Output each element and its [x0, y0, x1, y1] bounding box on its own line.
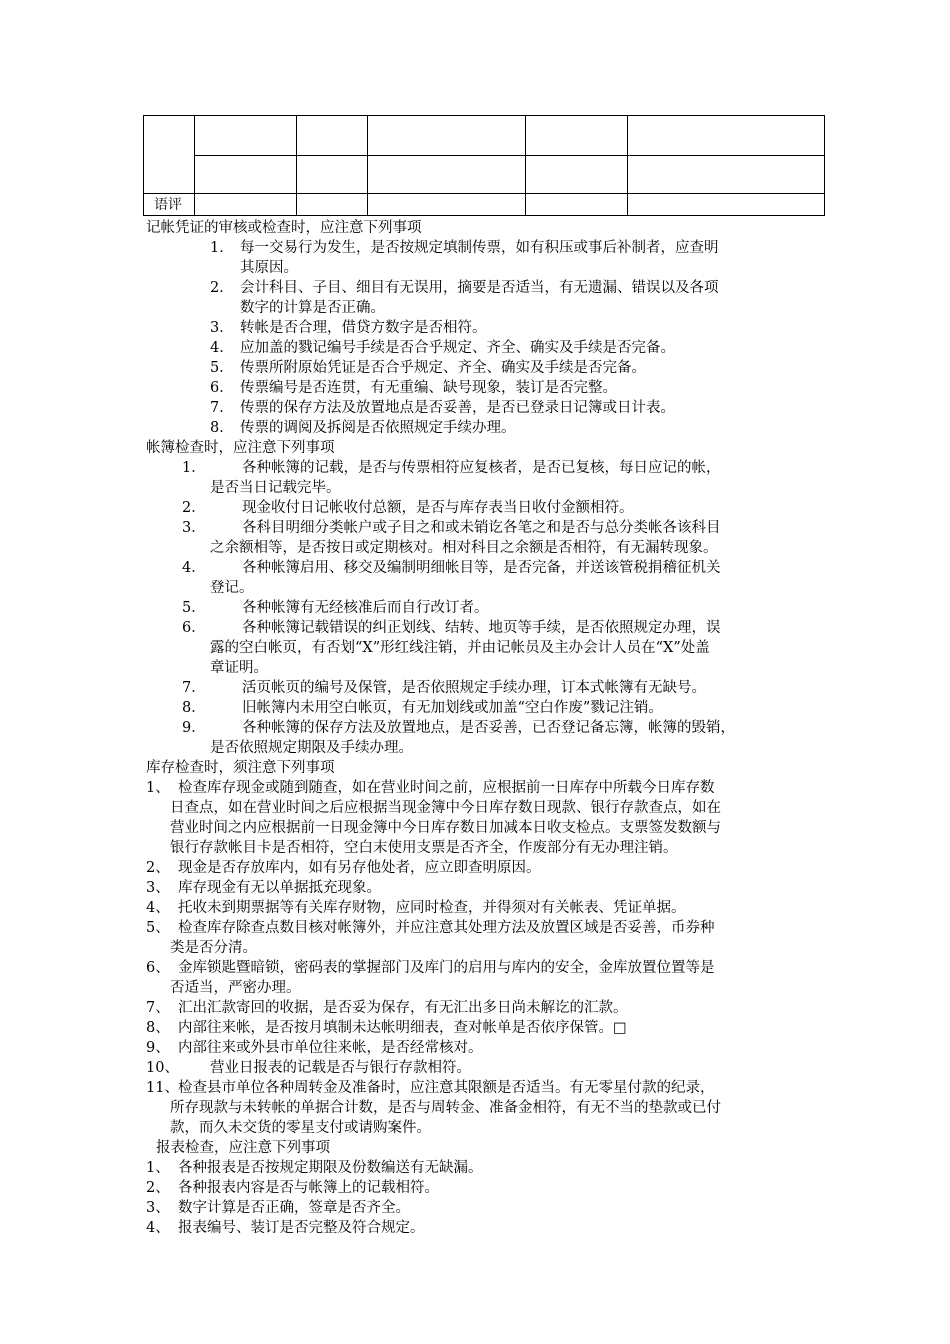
item-text: 活页帐页的编号及保管，是否依照规定手续办理，订本式帐簿有无缺号。 — [242, 680, 706, 696]
table-cell — [368, 116, 526, 156]
item-text: 数字的计算是否正确。 — [240, 300, 385, 316]
item-text: 营业时间之内应根据前一日现金簿中今日库存数日加减本日收支检点。支票签发数额与 — [170, 820, 721, 836]
item-text: 是否当日记载完毕。 — [210, 480, 341, 496]
table-cell — [195, 116, 297, 156]
item-text: 检查库存现金或随到随查，如在营业时间之前，应根据前一日库存中所载今日库存数 — [178, 780, 715, 796]
section-heading-report: 报表检查，应注意下列事项 — [156, 1140, 330, 1156]
item-text: 传票的调阅及拆阅是否依照规定手续办理。 — [240, 420, 516, 436]
item-text: 类是否分清。 — [170, 940, 257, 956]
item-number: 4、 — [146, 1220, 170, 1236]
item-number: 3． — [182, 520, 206, 536]
item-text: 传票所附原始凭证是否合乎规定、齐全、确实及手续是否完备。 — [240, 360, 646, 376]
item-text: 各种帐簿的记载，是否与传票相符应复核者，是否已复核，每日应记的帐， — [242, 460, 721, 476]
item-number: 7． — [182, 680, 206, 696]
item-number: 2、 — [146, 860, 170, 876]
item-text: 日查点，如在营业时间之后应根据当现金簿中今日库存数日现款、银行存款查点，如在 — [170, 800, 721, 816]
item-text: 各种帐簿的保存方法及放置地点，是否妥善，已否登记备忘簿，帐簿的毁销， — [242, 720, 735, 736]
item-number: 2． — [210, 280, 234, 296]
table-cell — [144, 116, 195, 194]
item-number: 11、 — [146, 1080, 179, 1096]
item-number: 1、 — [146, 780, 170, 796]
item-number: 1、 — [146, 1160, 170, 1176]
item-number: 3、 — [146, 1200, 170, 1216]
item-number: 6． — [210, 380, 234, 396]
item-number: 5、 — [146, 920, 170, 936]
table-cell — [628, 116, 825, 156]
item-text: 是否依照规定期限及手续办理。 — [210, 740, 413, 756]
comment-label: 语评 — [144, 194, 195, 216]
item-number: 5． — [182, 600, 206, 616]
table-cell — [628, 194, 825, 216]
table-cell — [628, 156, 825, 194]
table-cell — [526, 194, 628, 216]
table-cell — [297, 156, 368, 194]
item-text: 旧帐簿内未用空白帐页，有无加划线或加盖“空白作废”戮记注销。 — [242, 700, 663, 716]
item-number: 10、 — [146, 1060, 179, 1076]
item-text: 否适当，严密办理。 — [170, 980, 301, 996]
item-text: 所存现款与未转帐的单据合计数，是否与周转金、准备金相符，有无不当的垫款或已付 — [170, 1100, 721, 1116]
item-number: 1． — [210, 240, 234, 256]
item-number: 4、 — [146, 900, 170, 916]
item-text: 各种报表内容是否与帐簿上的记载相符。 — [178, 1180, 439, 1196]
item-text: 报表编号、装订是否完整及符合规定。 — [178, 1220, 425, 1236]
item-text: 银行存款帐目卡是否相符，空白末使用支票是否齐全，作废部分有无办理注销。 — [170, 840, 678, 856]
item-text: 内部往来或外县市单位往来帐，是否经常核对。 — [178, 1040, 483, 1056]
item-text: 内部往来帐，是否按月填制未达帐明细表，查对帐单是否依序保管。□ — [178, 1020, 627, 1036]
item-text: 检查库存除查点数目核对帐簿外，并应注意其处理方法及放置区域是否妥善，币券种 — [178, 920, 715, 936]
item-text: 各科目明细分类帐户或子目之和或未销讫各笔之和是否与总分类帐各该科目 — [242, 520, 721, 536]
table-cell — [195, 194, 297, 216]
item-number: 9、 — [146, 1040, 170, 1056]
item-number: 8、 — [146, 1020, 170, 1036]
table-cell — [368, 156, 526, 194]
item-number: 5． — [210, 360, 234, 376]
item-number: 4． — [210, 340, 234, 356]
review-table — [143, 115, 825, 216]
section-heading-voucher: 记帐凭证的审核或检查时，应注意下列事项 — [146, 220, 422, 236]
table-cell — [526, 116, 628, 156]
item-number: 8． — [210, 420, 234, 436]
item-text: 各种报表是否按规定期限及份数编送有无缺漏。 — [178, 1160, 483, 1176]
item-number: 1． — [182, 460, 206, 476]
item-text: 传票编号是否连贯，有无重编、缺号现象，装订是否完整。 — [240, 380, 617, 396]
item-text: 金库锁匙暨暗锁，密码表的掌握部门及库门的启用与库内的安全，金库放置位置等是 — [178, 960, 715, 976]
item-text: 露的空白帐页，有否划“X”形红线注销，并由记帐员及主办会计人员在“X”处盖 — [210, 640, 710, 656]
item-text: 现金是否存放库内，如有另存他处者，应立即查明原因。 — [178, 860, 541, 876]
item-text: 汇出汇款寄回的收据，是否妥为保存，有无汇出多日尚未解讫的汇款。 — [178, 1000, 628, 1016]
item-text: 款，而久未交货的零星支付或请购案件。 — [170, 1120, 431, 1136]
table-cell — [297, 116, 368, 156]
item-text: 传票的保存方法及放置地点是否妥善，是否已登录日记簿或日计表。 — [240, 400, 675, 416]
item-text: 之余额相等，是否按日或定期核对。相对科目之余额是否相符，有无漏转现象。 — [210, 540, 718, 556]
item-text: 转帐是否合理，借贷方数字是否相符。 — [240, 320, 487, 336]
item-text: 登记。 — [210, 580, 254, 596]
item-number: 6． — [182, 620, 206, 636]
item-text: 营业日报表的记载是否与银行存款相符。 — [210, 1060, 471, 1076]
item-number: 9． — [182, 720, 206, 736]
item-text: 章证明。 — [210, 660, 268, 676]
item-number: 2． — [182, 500, 206, 516]
item-number: 3． — [210, 320, 234, 336]
item-number: 7． — [210, 400, 234, 416]
item-text: 各种帐簿记载错误的纠正划线、结转、地页等手续，是否依照规定办理，误 — [242, 620, 721, 636]
item-text: 库存现金有无以单据抵充现象。 — [178, 880, 381, 896]
item-text: 其原因。 — [240, 260, 298, 276]
section-heading-ledger: 帐簿检查时，应注意下列事项 — [146, 440, 335, 456]
item-text: 现金收付日记帐收付总额，是否与库存表当日收付金额相符。 — [242, 500, 634, 516]
item-number: 7、 — [146, 1000, 170, 1016]
item-number: 2、 — [146, 1180, 170, 1196]
item-number: 3、 — [146, 880, 170, 896]
item-text: 各种帐簿有无经核准后而自行改订者。 — [242, 600, 489, 616]
section-heading-inventory: 库存检查时，须注意下列事项 — [146, 760, 335, 776]
item-text: 数字计算是否正确，签章是否齐全。 — [178, 1200, 410, 1216]
item-text: 每一交易行为发生，是否按规定填制传票，如有积压或事后补制者，应查明 — [240, 240, 719, 256]
table-cell — [297, 194, 368, 216]
table-cell — [526, 156, 628, 194]
table-cell — [368, 194, 526, 216]
item-text: 各种帐簿启用、移交及编制明细帐目等，是否完备，并送该管税捐稽征机关 — [242, 560, 721, 576]
item-text: 检查县市单位各种周转金及准备时，应注意其限额是否适当。有无零星付款的纪录， — [178, 1080, 715, 1096]
item-text: 托收未到期票据等有关库存财物，应同时检查，并得须对有关帐表、凭证单据。 — [178, 900, 686, 916]
item-number: 8． — [182, 700, 206, 716]
item-number: 6、 — [146, 960, 170, 976]
item-text: 会计科目、子目、细目有无误用，摘要是否适当，有无遗漏、错误以及各项 — [240, 280, 719, 296]
item-number: 4． — [182, 560, 206, 576]
table-cell — [195, 156, 297, 194]
item-text: 应加盖的戮记编号手续是否合乎规定、齐全、确实及手续是否完备。 — [240, 340, 675, 356]
